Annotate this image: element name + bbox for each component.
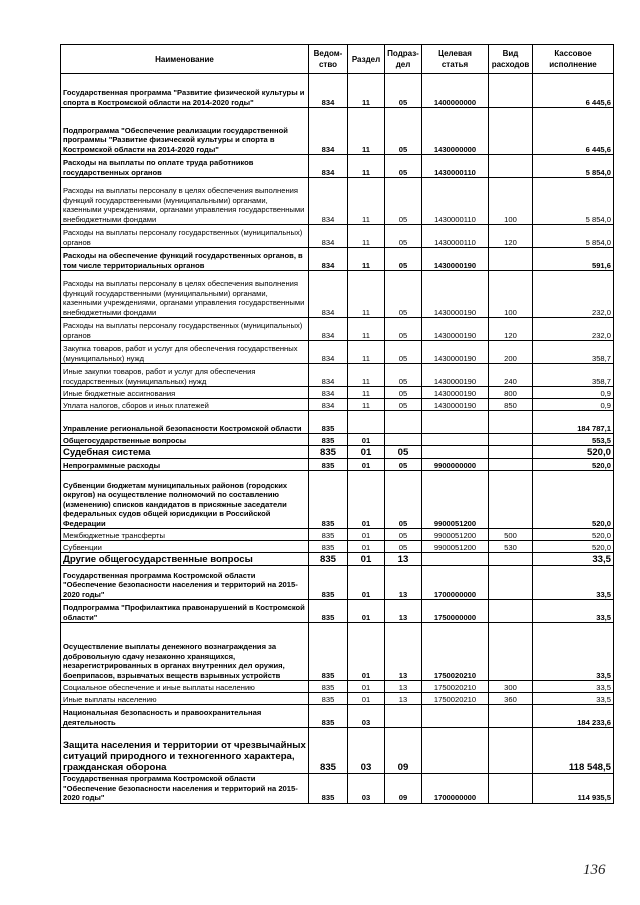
cell-amt: 520,0 xyxy=(533,459,614,471)
cell-name: Судебная система xyxy=(61,446,309,459)
table-row xyxy=(61,471,614,529)
cell-sec: 01 xyxy=(348,446,385,459)
page-number: 136 xyxy=(583,862,606,878)
cell-name: Государственная программа Костромской области "Обеспечение безопасности населения и территорий на 2015-2020 годы" xyxy=(61,774,309,804)
cell-tgt: 9900000000 xyxy=(422,459,489,471)
cell-sec: 11 xyxy=(348,399,385,411)
cell-sec: 11 xyxy=(348,225,385,248)
cell-sub: 05 xyxy=(385,178,422,225)
table-row xyxy=(61,271,614,318)
table-row xyxy=(61,155,614,178)
table-row xyxy=(61,318,614,341)
cell-vr xyxy=(489,411,533,434)
table-row xyxy=(61,446,614,459)
cell-dept: 835 xyxy=(309,529,348,541)
table-row xyxy=(61,178,614,225)
table-row xyxy=(61,364,614,387)
cell-sec: 01 xyxy=(348,434,385,446)
cell-dept: 835 xyxy=(309,681,348,693)
cell-vr xyxy=(489,728,533,774)
cell-sub: 05 xyxy=(385,341,422,364)
cell-name: Закупка товаров, работ и услуг для обеспечения государственных (муниципальных) нужд xyxy=(61,341,309,364)
cell-tgt: 1750020210 xyxy=(422,623,489,681)
cell-name: Другие общегосударственные вопросы xyxy=(61,553,309,566)
cell-tgt: 1430000000 xyxy=(422,108,489,155)
cell-name: Иные бюджетные ассигнования xyxy=(61,387,309,399)
cell-dept: 835 xyxy=(309,600,348,623)
cell-sec: 03 xyxy=(348,705,385,728)
cell-tgt: 1750020210 xyxy=(422,693,489,705)
cell-amt: 33,5 xyxy=(533,623,614,681)
cell-tgt: 1430000110 xyxy=(422,155,489,178)
cell-sub: 13 xyxy=(385,566,422,600)
table-row xyxy=(61,623,614,681)
table-row xyxy=(61,693,614,705)
cell-dept: 834 xyxy=(309,74,348,108)
cell-name: Расходы на выплаты персоналу государственных (муниципальных) органов xyxy=(61,318,309,341)
cell-tgt: 1750000000 xyxy=(422,600,489,623)
cell-amt: 5 854,0 xyxy=(533,155,614,178)
cell-dept: 835 xyxy=(309,471,348,529)
cell-vr xyxy=(489,471,533,529)
cell-amt: 184 787,1 xyxy=(533,411,614,434)
cell-amt: 520,0 xyxy=(533,446,614,459)
cell-vr: 360 xyxy=(489,693,533,705)
cell-amt: 5 854,0 xyxy=(533,178,614,225)
cell-dept: 834 xyxy=(309,364,348,387)
cell-tgt xyxy=(422,411,489,434)
cell-dept: 834 xyxy=(309,399,348,411)
cell-name: Расходы на выплаты персоналу в целях обеспечения выполнения функций государственными (муниципальными) органами, казенными учреждениями, органами управления государственными внебюджетными фондами xyxy=(61,178,309,225)
cell-vr xyxy=(489,553,533,566)
cell-sub: 05 xyxy=(385,318,422,341)
cell-sub xyxy=(385,411,422,434)
cell-vr: 500 xyxy=(489,529,533,541)
cell-amt: 520,0 xyxy=(533,471,614,529)
cell-name: Подпрограмма "Обеспечение реализации государственной программы "Развитие физической культуры и спорта в Костромской области на 2014-2020 годы" xyxy=(61,108,309,155)
cell-dept: 834 xyxy=(309,341,348,364)
table-row xyxy=(61,434,614,446)
cell-dept: 835 xyxy=(309,446,348,459)
cell-amt: 33,5 xyxy=(533,553,614,566)
cell-amt: 358,7 xyxy=(533,364,614,387)
cell-tgt: 1430000190 xyxy=(422,341,489,364)
cell-name: Социальное обеспечение и иные выплаты населению xyxy=(61,681,309,693)
cell-vr xyxy=(489,155,533,178)
cell-tgt xyxy=(422,705,489,728)
cell-vr xyxy=(489,446,533,459)
cell-sec: 11 xyxy=(348,108,385,155)
cell-dept: 835 xyxy=(309,728,348,774)
cell-amt: 6 445,6 xyxy=(533,74,614,108)
cell-name: Межбюджетные трансферты xyxy=(61,529,309,541)
cell-dept: 834 xyxy=(309,387,348,399)
cell-sec: 11 xyxy=(348,74,385,108)
cell-tgt xyxy=(422,728,489,774)
cell-tgt: 1430000110 xyxy=(422,178,489,225)
table-row xyxy=(61,681,614,693)
col-header-target: Целевая статья xyxy=(422,45,489,74)
cell-sub: 05 xyxy=(385,446,422,459)
cell-dept: 835 xyxy=(309,566,348,600)
cell-vr: 100 xyxy=(489,271,533,318)
cell-sub xyxy=(385,705,422,728)
cell-name: Подпрограмма "Профилактика правонарушений в Костромской области" xyxy=(61,600,309,623)
cell-sec: 11 xyxy=(348,248,385,271)
cell-name: Государственная программа "Развитие физической культуры и спорта в Костромской области на 2014-2020 годы" xyxy=(61,74,309,108)
table-row xyxy=(61,225,614,248)
cell-sub: 09 xyxy=(385,728,422,774)
cell-name: Общегосударственные вопросы xyxy=(61,434,309,446)
cell-sub: 05 xyxy=(385,364,422,387)
cell-sec: 01 xyxy=(348,471,385,529)
table-row xyxy=(61,566,614,600)
cell-name: Национальная безопасность и правоохранительная деятельность xyxy=(61,705,309,728)
cell-amt: 33,5 xyxy=(533,600,614,623)
cell-amt: 33,5 xyxy=(533,681,614,693)
cell-sec: 01 xyxy=(348,553,385,566)
cell-sub: 05 xyxy=(385,387,422,399)
table-row xyxy=(61,529,614,541)
cell-dept: 834 xyxy=(309,108,348,155)
cell-amt: 0,9 xyxy=(533,387,614,399)
cell-amt: 520,0 xyxy=(533,529,614,541)
cell-amt: 114 935,5 xyxy=(533,774,614,804)
cell-amt: 553,5 xyxy=(533,434,614,446)
cell-sec: 03 xyxy=(348,774,385,804)
cell-sub: 13 xyxy=(385,553,422,566)
cell-sub: 05 xyxy=(385,108,422,155)
col-header-exptype: Вид расходов xyxy=(489,45,533,74)
cell-dept: 834 xyxy=(309,155,348,178)
table-row xyxy=(61,774,614,804)
cell-sub xyxy=(385,434,422,446)
cell-name: Расходы на обеспечение функций государственных органов, в том числе территориальных органов xyxy=(61,248,309,271)
cell-tgt: 1400000000 xyxy=(422,74,489,108)
cell-amt: 520,0 xyxy=(533,541,614,553)
cell-sub: 05 xyxy=(385,248,422,271)
cell-dept: 835 xyxy=(309,411,348,434)
cell-sub: 05 xyxy=(385,155,422,178)
cell-vr xyxy=(489,74,533,108)
cell-amt: 232,0 xyxy=(533,271,614,318)
cell-tgt: 9900051200 xyxy=(422,529,489,541)
cell-vr: 240 xyxy=(489,364,533,387)
cell-amt: 0,9 xyxy=(533,399,614,411)
cell-name: Иные закупки товаров, работ и услуг для обеспечения государственных (муниципальных) нужд xyxy=(61,364,309,387)
cell-sub: 13 xyxy=(385,623,422,681)
cell-sec: 11 xyxy=(348,155,385,178)
cell-tgt: 9900051200 xyxy=(422,541,489,553)
table-row xyxy=(61,411,614,434)
cell-sec: 01 xyxy=(348,693,385,705)
cell-vr: 120 xyxy=(489,318,533,341)
cell-sec: 01 xyxy=(348,529,385,541)
table-row xyxy=(61,108,614,155)
table-row xyxy=(61,553,614,566)
cell-sub: 05 xyxy=(385,225,422,248)
cell-name: Управление региональной безопасности Костромской области xyxy=(61,411,309,434)
table-row xyxy=(61,459,614,471)
cell-sec: 01 xyxy=(348,623,385,681)
cell-name: Уплата налогов, сборов и иных платежей xyxy=(61,399,309,411)
cell-dept: 835 xyxy=(309,705,348,728)
col-header-dept: Ведом-ство xyxy=(309,45,348,74)
cell-name: Непрограммные расходы xyxy=(61,459,309,471)
cell-sec: 11 xyxy=(348,341,385,364)
cell-vr: 120 xyxy=(489,225,533,248)
cell-tgt: 1750020210 xyxy=(422,681,489,693)
cell-vr: 800 xyxy=(489,387,533,399)
cell-amt: 33,5 xyxy=(533,566,614,600)
budget-table xyxy=(60,44,614,804)
cell-sec xyxy=(348,411,385,434)
cell-sec: 01 xyxy=(348,541,385,553)
cell-dept: 835 xyxy=(309,553,348,566)
table-header xyxy=(61,45,614,74)
cell-vr: 200 xyxy=(489,341,533,364)
cell-sub: 13 xyxy=(385,600,422,623)
cell-tgt: 1700000000 xyxy=(422,566,489,600)
table-row xyxy=(61,600,614,623)
cell-vr xyxy=(489,248,533,271)
cell-name: Расходы на выплаты по оплате труда работников государственных органов xyxy=(61,155,309,178)
table-row xyxy=(61,399,614,411)
cell-vr xyxy=(489,108,533,155)
cell-dept: 835 xyxy=(309,541,348,553)
cell-tgt xyxy=(422,446,489,459)
cell-amt: 6 445,6 xyxy=(533,108,614,155)
cell-name: Субвенции бюджетам муниципальных районов (городских округов) на осуществление полномочий по составлению (изменению) списков кандидатов в присяжные заседатели федеральных судов общей юрисдикции в Российской Федерации xyxy=(61,471,309,529)
cell-vr xyxy=(489,459,533,471)
cell-vr: 100 xyxy=(489,178,533,225)
cell-vr xyxy=(489,623,533,681)
cell-tgt: 1430000110 xyxy=(422,225,489,248)
cell-tgt xyxy=(422,553,489,566)
cell-dept: 835 xyxy=(309,434,348,446)
cell-vr: 850 xyxy=(489,399,533,411)
cell-amt: 5 854,0 xyxy=(533,225,614,248)
cell-dept: 834 xyxy=(309,271,348,318)
cell-tgt: 1700000000 xyxy=(422,774,489,804)
cell-tgt: 1430000190 xyxy=(422,387,489,399)
cell-amt: 591,6 xyxy=(533,248,614,271)
cell-sec: 01 xyxy=(348,681,385,693)
cell-vr xyxy=(489,566,533,600)
cell-amt: 184 233,6 xyxy=(533,705,614,728)
cell-dept: 835 xyxy=(309,693,348,705)
budget-sheet xyxy=(60,44,614,804)
cell-dept: 835 xyxy=(309,459,348,471)
cell-vr: 300 xyxy=(489,681,533,693)
cell-tgt: 1430000190 xyxy=(422,364,489,387)
cell-amt: 232,0 xyxy=(533,318,614,341)
cell-name: Государственная программа Костромской области "Обеспечение безопасности населения и территорий на 2015-2020 годы" xyxy=(61,566,309,600)
cell-sub: 05 xyxy=(385,399,422,411)
cell-sec: 01 xyxy=(348,566,385,600)
cell-sec: 01 xyxy=(348,459,385,471)
col-header-amount: Кассовое исполнение xyxy=(533,45,614,74)
cell-sub: 05 xyxy=(385,529,422,541)
cell-dept: 834 xyxy=(309,225,348,248)
cell-vr xyxy=(489,434,533,446)
cell-sec: 11 xyxy=(348,318,385,341)
cell-vr xyxy=(489,774,533,804)
table-row xyxy=(61,248,614,271)
cell-tgt xyxy=(422,434,489,446)
table-row xyxy=(61,74,614,108)
cell-amt: 358,7 xyxy=(533,341,614,364)
cell-sub: 13 xyxy=(385,681,422,693)
cell-name: Расходы на выплаты персоналу государственных (муниципальных) органов xyxy=(61,225,309,248)
cell-sec: 11 xyxy=(348,387,385,399)
cell-sub: 05 xyxy=(385,74,422,108)
table-row xyxy=(61,341,614,364)
cell-amt: 33,5 xyxy=(533,693,614,705)
cell-tgt: 1430000190 xyxy=(422,318,489,341)
cell-dept: 834 xyxy=(309,318,348,341)
cell-sub: 05 xyxy=(385,541,422,553)
cell-vr xyxy=(489,705,533,728)
cell-vr: 530 xyxy=(489,541,533,553)
table-row xyxy=(61,541,614,553)
cell-dept: 835 xyxy=(309,774,348,804)
cell-dept: 834 xyxy=(309,178,348,225)
table-row xyxy=(61,387,614,399)
cell-sec: 11 xyxy=(348,271,385,318)
cell-sub: 13 xyxy=(385,693,422,705)
cell-sec: 11 xyxy=(348,364,385,387)
col-header-name: Наименование xyxy=(61,45,309,74)
cell-name: Защита населения и территории от чрезвычайных ситуаций природного и техногенного характера, гражданская оборона xyxy=(61,728,309,774)
cell-dept: 835 xyxy=(309,623,348,681)
cell-tgt: 1430000190 xyxy=(422,399,489,411)
cell-tgt: 1430000190 xyxy=(422,248,489,271)
cell-tgt: 1430000190 xyxy=(422,271,489,318)
cell-sub: 05 xyxy=(385,271,422,318)
table-row xyxy=(61,705,614,728)
cell-sub: 09 xyxy=(385,774,422,804)
cell-vr xyxy=(489,600,533,623)
col-header-section: Раздел xyxy=(348,45,385,74)
cell-sec: 01 xyxy=(348,600,385,623)
cell-sub: 05 xyxy=(385,471,422,529)
cell-name: Расходы на выплаты персоналу в целях обеспечения выполнения функций государственными (муниципальными) органами, казенными учреждениями, органами управления государственными внебюджетными фондами xyxy=(61,271,309,318)
table-body xyxy=(61,74,614,804)
cell-sub: 05 xyxy=(385,459,422,471)
cell-dept: 834 xyxy=(309,248,348,271)
cell-tgt: 9900051200 xyxy=(422,471,489,529)
cell-sec: 03 xyxy=(348,728,385,774)
cell-amt: 118 548,5 xyxy=(533,728,614,774)
table-row xyxy=(61,728,614,774)
cell-name: Осуществление выплаты денежного вознаграждения за добровольную сдачу незаконно хранящихся, незарегистрированных в органах внутренних дел оружия, боеприпасов, взрывчатых веществ взрывных устройств xyxy=(61,623,309,681)
cell-sec: 11 xyxy=(348,178,385,225)
cell-name: Иные выплаты населению xyxy=(61,693,309,705)
col-header-subsection: Подраз-дел xyxy=(385,45,422,74)
cell-name: Субвенции xyxy=(61,541,309,553)
